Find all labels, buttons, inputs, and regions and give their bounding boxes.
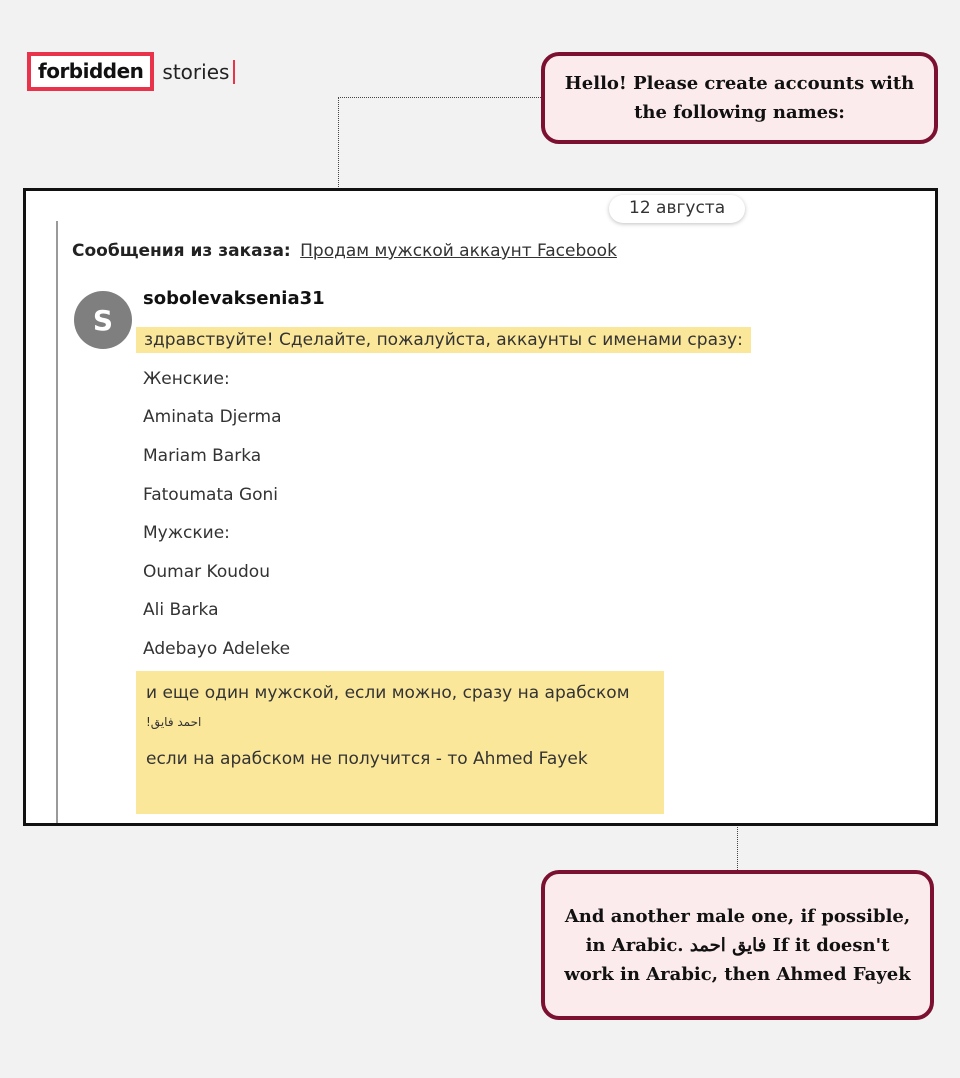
order-link[interactable]: Продам мужской аккаунт Facebook [300, 241, 617, 261]
callout-top-text: Hello! Please create accounts with the following names: [564, 73, 915, 123]
message-line-female-heading: Женские: [143, 369, 230, 389]
date-pill: 12 августа [609, 195, 745, 223]
message-line-name: Ali Barka [143, 600, 219, 620]
message-line-greeting: здравствуйте! Сделайте, пожалуйста, аккаунты с именами сразу: [136, 327, 751, 353]
highlighted-extra-request [136, 671, 664, 814]
connector-top-horizontal [338, 97, 541, 98]
translation-callout-top [541, 52, 938, 144]
extra-line-fallback: если на арабском не получится - то Ahmed Fayek [146, 749, 588, 769]
extra-line-arabic-request: и еще один мужской, если можно, сразу на арабском [146, 683, 630, 703]
translation-callout-bottom [541, 870, 934, 1020]
message-line-male-heading: Мужские: [143, 523, 230, 543]
extra-line-arabic-name: احمد فايق! [146, 715, 202, 729]
forbidden-stories-logo [27, 52, 235, 91]
message-line-name: Fatoumata Goni [143, 485, 279, 505]
avatar[interactable]: S [74, 291, 132, 349]
order-label: Сообщения из заказа: [72, 241, 291, 261]
message-line-name: Adebayo Adeleke [143, 639, 291, 659]
callout-bottom-text: And another male one, if possible, in Arabic. فايق احمد If it doesn't work in Arabic, then Ahmed Fayek [564, 905, 911, 985]
logo-box-text: forbidden [27, 52, 154, 91]
username[interactable]: sobolevaksenia31 [143, 288, 325, 309]
message-line-name: Aminata Djerma [143, 407, 282, 427]
order-header [72, 241, 617, 261]
logo-stories-text: stories [162, 60, 235, 84]
chat-screenshot [23, 188, 938, 826]
message-thread-rule [56, 221, 58, 826]
message-line-name: Mariam Barka [143, 446, 262, 466]
message-line-name: Oumar Koudou [143, 562, 270, 582]
